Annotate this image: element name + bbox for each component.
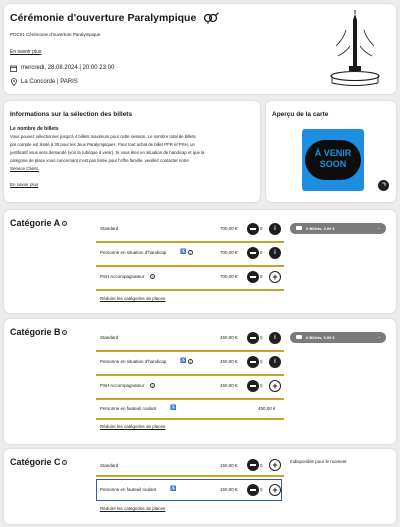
increase-quantity-button[interactable]: i [269,247,281,259]
map-placeholder-line: SOON [319,159,347,169]
event-more-link[interactable]: En savoir plus [10,49,42,55]
map-placeholder-line: À VENIR [314,148,352,158]
ticket-type-label: PSH Accompagnateur [100,383,145,388]
row-divider [96,374,284,376]
event-header-card [4,4,396,94]
category-c-title: Catégorie C [10,457,61,467]
category-c-card [4,449,396,524]
event-venue: La Concorde | PARIS [21,79,78,85]
ticket-price: 700,00 € [220,250,238,255]
quantity-value: 0 [260,250,263,255]
quantity-value: 0 [260,274,263,279]
increase-quantity-button[interactable]: i [269,356,281,368]
cart-summary-label: 0 Billets, 0,00 € [306,335,335,340]
info-subheading: Le nombre de billets [10,126,59,132]
service-client-link[interactable]: Service Client. [10,166,40,171]
row-divider [96,265,284,267]
ticket-type-label: Personne en situation d'handicap [100,250,167,255]
wheelchair-icon: ♿ [170,486,177,492]
row-divider [96,475,284,477]
cart-summary-button[interactable] [290,223,386,234]
quantity-value: 0 [260,463,263,468]
increase-quantity-button[interactable]: i [269,223,281,235]
map-preview-card [266,101,396,202]
info-paragraph-line: justificatif vous sera demandé (voir la rubrique à venir). Si vous êtes en situation de handicap et que la [10,150,205,155]
row-divider [96,398,284,400]
row-divider [96,350,284,352]
obelisk-illustration-icon [326,10,384,88]
quantity-value: 0 [260,226,263,231]
info-icon[interactable]: i [150,274,155,279]
event-date: mercredi, 28.08.2024 | 20:00 23:00 [21,65,115,71]
cart-summary-button[interactable] [290,332,386,343]
ticket-price: 700,00 € [220,274,238,279]
cart-summary-label: 0 Billets, 0,00 € [306,226,335,231]
decrease-quantity-button[interactable] [247,247,259,259]
increase-quantity-button[interactable]: + [269,380,281,392]
ticket-type-label: Personne en fauteuil roulant [100,487,157,492]
ticket-price: 150,00 € [220,487,238,492]
increase-quantity-button[interactable]: + [269,484,281,496]
decrease-quantity-button[interactable] [247,484,259,496]
ticket-type-label: Personne en situation d'handicap [100,359,167,364]
quantity-value: 0 [260,335,263,340]
increase-quantity-button[interactable]: i [269,332,281,344]
arrow-right-icon: → [376,225,381,231]
ticket-info-card [4,101,260,202]
wheelchair-icon: ♿ [180,358,187,364]
info-icon[interactable]: i [150,383,155,388]
reduce-categories-link[interactable]: Réduire les catégories de places [100,506,166,511]
map-heading: Aperçu de la carte [272,111,329,118]
row-divider [96,418,284,420]
ticket-type-label: Standard [100,226,119,231]
decrease-quantity-button[interactable] [247,356,259,368]
increase-quantity-button[interactable]: + [269,271,281,283]
quantity-value: 0 [260,383,263,388]
ticket-price: 450,00 € [220,383,238,388]
info-icon[interactable]: i [62,221,67,226]
ticket-type-label: Standard [100,335,119,340]
ticket-icon [296,335,302,339]
event-title: Cérémonie d'ouverture Paralympique [10,12,197,24]
reduce-categories-link[interactable]: Réduire les catégories de places [100,296,166,301]
ticket-icon [296,226,302,230]
decrease-quantity-button[interactable] [247,271,259,283]
row-divider [96,241,284,243]
ticket-price: 150,00 € [220,463,238,468]
location-pin-icon [11,78,17,86]
decrease-quantity-button[interactable] [247,223,259,235]
category-b-card [4,319,396,444]
calendar-icon [10,65,17,72]
quantity-value: 0 [260,487,263,492]
decrease-quantity-button[interactable] [247,459,259,471]
map-placeholder-image [302,129,364,191]
wheelchair-icon: ♿ [170,405,177,411]
ticket-price: 450,00 € [220,335,238,340]
info-paragraph-line: catégorie de place vous concernant n'est pas listée pour l'offre famille, veuillez contacter notre [10,158,189,163]
info-icon[interactable]: i [62,330,67,335]
info-paragraph-line: par compte est limité à 30 pour les Jeux Paralympiques. Pour tout achat de billet PFR et PSH, un [10,142,195,147]
unavailable-notice: Indisponible pour le moment [290,459,347,464]
expand-icon [378,180,389,191]
ticket-price: 450,00 € [258,406,276,411]
info-heading: Informations sur la sélection des billets [10,111,133,118]
increase-quantity-button[interactable]: + [269,459,281,471]
row-divider [96,289,284,291]
decrease-quantity-button[interactable] [247,380,259,392]
category-a-title: Catégorie A [10,218,61,228]
ticket-price: 450,00 € [220,359,238,364]
quantity-value: 0 [260,359,263,364]
arrow-right-icon: → [376,334,381,340]
wheelchair-icon: ♿ [180,249,187,255]
info-more-link[interactable]: En savoir plus [10,182,39,187]
ticket-type-label: PSH Accompagnateur [100,274,145,279]
map-expand-button[interactable] [378,180,389,191]
info-icon[interactable]: i [62,460,67,465]
info-paragraph-line: Vous pouvez sélectionner jusqu'à 4 billets maximum pour cette session. Le nombre total de billets [10,134,196,139]
paralympic-gender-icon [202,12,220,24]
ticket-price: 700,00 € [220,226,238,231]
category-b-title: Catégorie B [10,327,61,337]
map-placeholder-badge [305,140,361,180]
category-a-card [4,210,396,313]
reduce-categories-link[interactable]: Réduire les catégories de places [100,424,166,429]
ticket-type-label: Personne en fauteuil roulant [100,406,157,411]
event-subtitle: POC01 Cérémonie d'ouverture Paralympique [10,32,101,37]
info-icon[interactable]: i [188,359,193,364]
decrease-quantity-button[interactable] [247,332,259,344]
ticket-type-label: Standard [100,463,119,468]
info-icon[interactable]: i [188,250,193,255]
